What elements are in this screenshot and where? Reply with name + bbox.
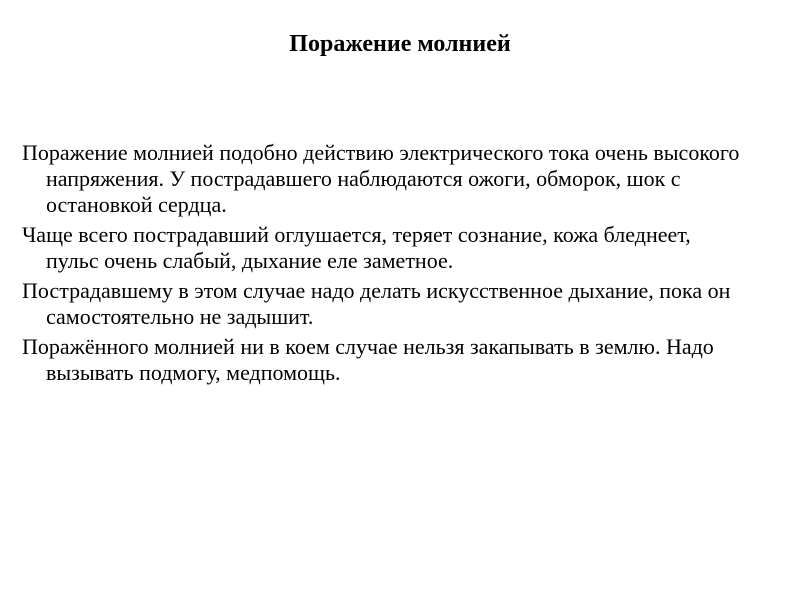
paragraph-warning: Поражённого молнией ни в коем случае нельзя закапывать в землю. Надо вызывать подмогу, медпомощь. — [22, 334, 714, 385]
paragraph-symptoms: Чаще всего пострадавший оглушается, теряет сознание, кожа бледнеет, пульс очень слабый, дыхание еле заметное. — [22, 222, 691, 273]
paragraph-artificial-respiration: Пострадавшему в этом случае надо делать искусственное дыхание, пока он самостоятельно не задышит. — [22, 278, 731, 329]
slide-body — [22, 140, 742, 390]
paragraph-lightning-effects: Поражение молнией подобно действию электрического тока очень высокого напряжения. У пострадавшего наблюдаются ожоги, обморок, шок с остановкой сердца. — [22, 140, 740, 217]
slide-title: Поражение молнией — [289, 31, 511, 57]
